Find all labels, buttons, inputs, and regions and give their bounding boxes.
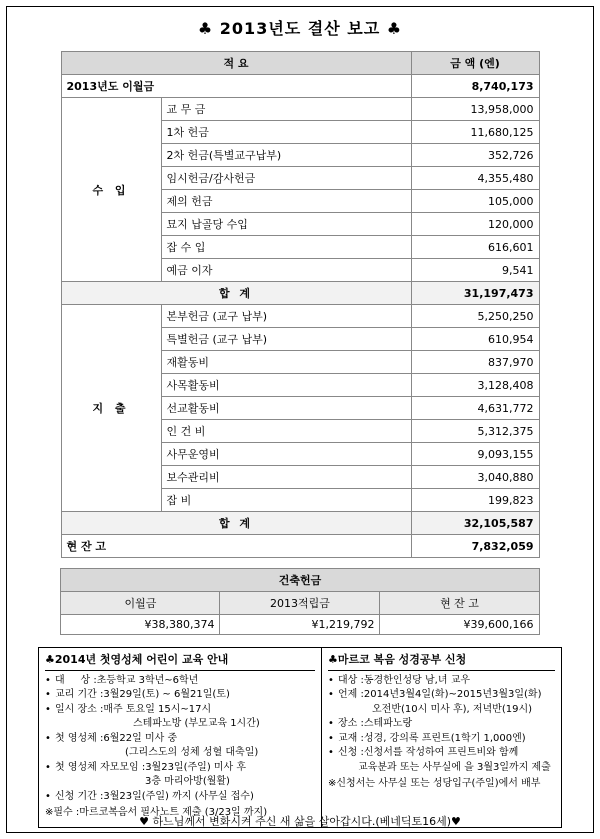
expense-item-amount: 3,040,880 [411, 466, 539, 489]
expense-item-amount: 9,093,155 [411, 443, 539, 466]
income-item-name: 1차 헌금 [161, 121, 411, 144]
bullet-icon: • [328, 674, 334, 686]
expense-group-label: 지 출 [61, 305, 161, 512]
expense-item-name: 본부헌금 (교구 납부) [161, 305, 411, 328]
expense-item-name: 인 건 비 [161, 420, 411, 443]
expense-item-name: 사무운영비 [161, 443, 411, 466]
notice-label: 대상 : [338, 674, 364, 686]
income-item-name: 제의 헌금 [161, 190, 411, 213]
notice-text: 동경한인성당 남,녀 교우 [363, 674, 471, 686]
balance-label: 현 잔 고 [61, 535, 411, 558]
notice-text: 초등학교 3학년~6학년 [96, 674, 199, 686]
notice-continuation: 3층 마리아방(월활) [145, 776, 230, 788]
notice-right-note: ※신청서는 사무실 또는 성당입구(주일)에서 배부 [328, 778, 541, 790]
notice-text: 3월23일(주일) 까지 (사무실 접수) [103, 790, 254, 802]
expense-item-name: 사목활동비 [161, 374, 411, 397]
bullet-icon: • [328, 747, 334, 759]
notice-continuation: 교육분과 또는 사무실에 을 3월3일까지 제출 [358, 761, 551, 773]
notice-label: 첫 영성체 : [55, 732, 104, 744]
page-title: ♣ 2013년도 결산 보고 ♣ [197, 19, 403, 38]
notice-continuation: (그리스도의 성체 성혈 대축일) [125, 747, 259, 759]
income-total-amount: 31,197,473 [411, 282, 539, 305]
income-item-name: 묘지 납골당 수입 [161, 213, 411, 236]
building-fund-title: 건축헌금 [61, 569, 539, 592]
income-item-amount: 9,541 [411, 259, 539, 282]
income-item-name: 교 무 금 [161, 98, 411, 121]
building-fund-value-balance: ¥39,600,166 [380, 615, 539, 635]
notice-text: 3월29일(토) ~ 6월21일(토) [103, 689, 230, 701]
expense-item-amount: 199,823 [411, 489, 539, 512]
notice-label: 언제 : [338, 689, 364, 701]
bullet-icon: • [45, 732, 51, 744]
bullet-icon: • [328, 732, 334, 744]
expense-item-amount: 837,970 [411, 351, 539, 374]
bullet-icon: • [45, 790, 51, 802]
expense-item-name: 잡 비 [161, 489, 411, 512]
notice-label: 신청 기간 : [55, 790, 104, 802]
notice-right-title: ♣마르코 복음 성경공부 신청 [328, 652, 555, 671]
income-item-name: 예금 이자 [161, 259, 411, 282]
expense-item-amount: 5,312,375 [411, 420, 539, 443]
income-item-name: 임시헌금/감사헌금 [161, 167, 411, 190]
notice-continuation: 오전반(10시 미사 후), 저녁반(19시) [372, 703, 533, 715]
expense-total-label: 합 계 [61, 512, 411, 535]
header-description: 적 요 [61, 52, 411, 75]
bullet-icon: • [45, 703, 51, 715]
expense-item-amount: 3,128,408 [411, 374, 539, 397]
income-item-amount: 13,958,000 [411, 98, 539, 121]
carryover-amount: 8,740,173 [411, 75, 539, 98]
income-item-name: 2차 헌금(특별교구납부) [161, 144, 411, 167]
expense-item-amount: 5,250,250 [411, 305, 539, 328]
notice-continuation: 스테파노방 (부모교육 1시간) [133, 718, 260, 730]
income-item-name: 잡 수 입 [161, 236, 411, 259]
notice-text: 스테파노랑 [363, 718, 413, 730]
income-item-amount: 352,726 [411, 144, 539, 167]
income-item-amount: 105,000 [411, 190, 539, 213]
notice-text: 성경, 강의록 프린트(1학기 1,000엔) [363, 732, 526, 744]
building-fund-col-carryover: 이월금 [61, 592, 220, 615]
header-amount: 금 액 (엔) [411, 52, 539, 75]
bullet-icon: • [45, 674, 51, 686]
building-fund-col-balance: 현 잔 고 [380, 592, 539, 615]
page-border [6, 6, 594, 833]
expense-item-name: 선교활동비 [161, 397, 411, 420]
bullet-icon: • [45, 761, 51, 773]
notice-label: 장소 : [338, 718, 364, 730]
page-footer: ♥ 하느님께서 변화시켜 주신 새 삶을 살아갑시다.(베네딕토16세)♥ [139, 815, 461, 828]
income-item-amount: 616,601 [411, 236, 539, 259]
expense-item-name: 재활동비 [161, 351, 411, 374]
building-fund-col-deposit: 2013적립금 [220, 592, 380, 615]
notice-left-note: ※필수 :마르코복음서 필사노트 제출 (3/23일 까지) [45, 807, 268, 819]
building-fund-value-deposit: ¥1,219,792 [220, 615, 380, 635]
notice-label: 신청 : [338, 747, 364, 759]
notice-label: 일시 장소 : [55, 703, 104, 715]
carryover-label: 2013년도 이월금 [61, 75, 411, 98]
expense-item-amount: 610,954 [411, 328, 539, 351]
bullet-icon: • [328, 689, 334, 701]
notice-text: 2014년3월4일(화)~2015년3월3일(화) [363, 689, 542, 701]
expense-item-name: 특별헌금 (교구 납부) [161, 328, 411, 351]
income-item-amount: 11,680,125 [411, 121, 539, 144]
bullet-icon: • [328, 718, 334, 730]
expense-item-amount: 4,631,772 [411, 397, 539, 420]
notice-left-title: ♣2014년 첫영성체 어린이 교육 안내 [45, 652, 315, 671]
income-total-label: 합 계 [61, 282, 411, 305]
income-group-label: 수 입 [61, 98, 161, 282]
income-item-amount: 120,000 [411, 213, 539, 236]
notice-text: 6월22일 미사 중 [103, 732, 178, 744]
notice-label: 교리 기간 : [55, 689, 104, 701]
notice-label: 교재 : [338, 732, 364, 744]
income-item-amount: 4,355,480 [411, 167, 539, 190]
building-fund-value-carryover: ¥38,380,374 [61, 615, 220, 635]
notice-label: 첫 영성체 자모모임 : [55, 761, 146, 773]
notice-label: 대 상 : [55, 674, 97, 686]
expense-total-amount: 32,105,587 [411, 512, 539, 535]
notice-text: 매주 토요일 15시~17시 [103, 703, 212, 715]
notice-text: 신청서를 작성하여 프린트비와 함께 [363, 747, 519, 759]
expense-item-name: 보수관리비 [161, 466, 411, 489]
notice-text: 3월23일(주일) 미사 후 [145, 761, 247, 773]
balance-amount: 7,832,059 [411, 535, 539, 558]
bullet-icon: • [45, 689, 51, 701]
